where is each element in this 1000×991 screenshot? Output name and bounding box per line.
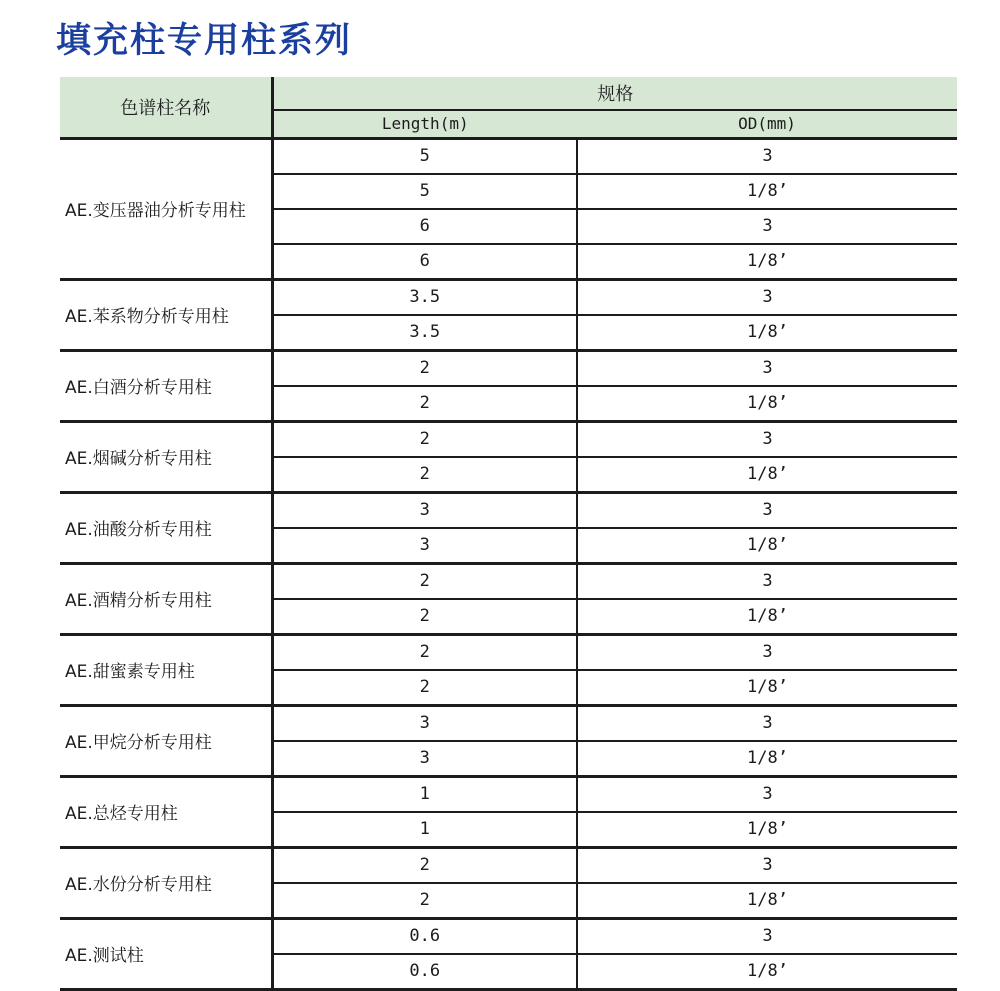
length-cell: 2 [272, 350, 577, 386]
length-cell: 2 [272, 386, 577, 422]
od-cell: 1/8’ [577, 386, 957, 422]
od-cell: 3 [577, 847, 957, 883]
od-cell: 1/8’ [577, 457, 957, 493]
length-cell: 2 [272, 670, 577, 706]
od-cell: 3 [577, 279, 957, 315]
od-cell: 3 [577, 563, 957, 599]
length-cell: 1 [272, 776, 577, 812]
group-name-cell: AE.测试柱 [60, 918, 272, 989]
page-title: 填充柱专用柱系列 [56, 21, 353, 61]
table-row [60, 138, 957, 174]
od-cell: 3 [577, 350, 957, 386]
group-name-cell: AE.甜蜜素专用柱 [60, 634, 272, 705]
table-body [60, 138, 957, 989]
od-cell: 1/8’ [577, 954, 957, 990]
od-cell: 1/8’ [577, 741, 957, 777]
length-cell: 2 [272, 563, 577, 599]
table-row [60, 705, 957, 741]
column-header-name: 色谱柱名称 [60, 77, 272, 139]
group-name-cell: AE.水份分析专用柱 [60, 847, 272, 918]
group-name-cell: AE.油酸分析专用柱 [60, 492, 272, 563]
od-cell: 3 [577, 634, 957, 670]
length-cell: 3.5 [272, 315, 577, 351]
length-cell: 2 [272, 847, 577, 883]
length-cell: 6 [272, 244, 577, 280]
column-header-length: Length(m) [272, 110, 577, 139]
group-name-cell: AE.变压器油分析专用柱 [60, 138, 272, 279]
od-cell: 1/8’ [577, 174, 957, 209]
od-cell: 3 [577, 918, 957, 954]
header-row-top [60, 77, 957, 110]
length-cell: 3.5 [272, 279, 577, 315]
od-cell: 1/8’ [577, 244, 957, 280]
group-name-cell: AE.苯系物分析专用柱 [60, 279, 272, 350]
length-cell: 2 [272, 421, 577, 457]
table-row [60, 918, 957, 954]
group-name-cell: AE.甲烷分析专用柱 [60, 705, 272, 776]
od-cell: 3 [577, 705, 957, 741]
od-cell: 1/8’ [577, 812, 957, 848]
length-cell: 3 [272, 741, 577, 777]
table-row [60, 421, 957, 457]
length-cell: 5 [272, 174, 577, 209]
od-cell: 1/8’ [577, 670, 957, 706]
od-cell: 3 [577, 492, 957, 528]
length-cell: 2 [272, 457, 577, 493]
od-cell: 3 [577, 138, 957, 174]
spec-table [60, 77, 957, 991]
od-cell: 3 [577, 421, 957, 457]
length-cell: 1 [272, 812, 577, 848]
length-cell: 3 [272, 492, 577, 528]
od-cell: 1/8’ [577, 315, 957, 351]
group-name-cell: AE.白酒分析专用柱 [60, 350, 272, 421]
group-name-cell: AE.酒精分析专用柱 [60, 563, 272, 634]
table-row [60, 563, 957, 599]
length-cell: 5 [272, 138, 577, 174]
table-row [60, 847, 957, 883]
table-row [60, 492, 957, 528]
od-cell: 1/8’ [577, 528, 957, 564]
group-name-cell: AE.总烃专用柱 [60, 776, 272, 847]
length-cell: 2 [272, 883, 577, 919]
length-cell: 6 [272, 209, 577, 244]
length-cell: 3 [272, 705, 577, 741]
od-cell: 3 [577, 209, 957, 244]
length-cell: 3 [272, 528, 577, 564]
length-cell: 2 [272, 634, 577, 670]
table-row [60, 634, 957, 670]
od-cell: 1/8’ [577, 883, 957, 919]
table-header [60, 77, 957, 139]
od-cell: 3 [577, 776, 957, 812]
length-cell: 0.6 [272, 954, 577, 990]
column-header-od: OD(mm) [577, 110, 957, 139]
length-cell: 0.6 [272, 918, 577, 954]
od-cell: 1/8’ [577, 599, 957, 635]
group-name-cell: AE.烟碱分析专用柱 [60, 421, 272, 492]
table-row [60, 776, 957, 812]
table-row [60, 350, 957, 386]
length-cell: 2 [272, 599, 577, 635]
column-header-spec: 规格 [272, 77, 957, 110]
table-row [60, 279, 957, 315]
